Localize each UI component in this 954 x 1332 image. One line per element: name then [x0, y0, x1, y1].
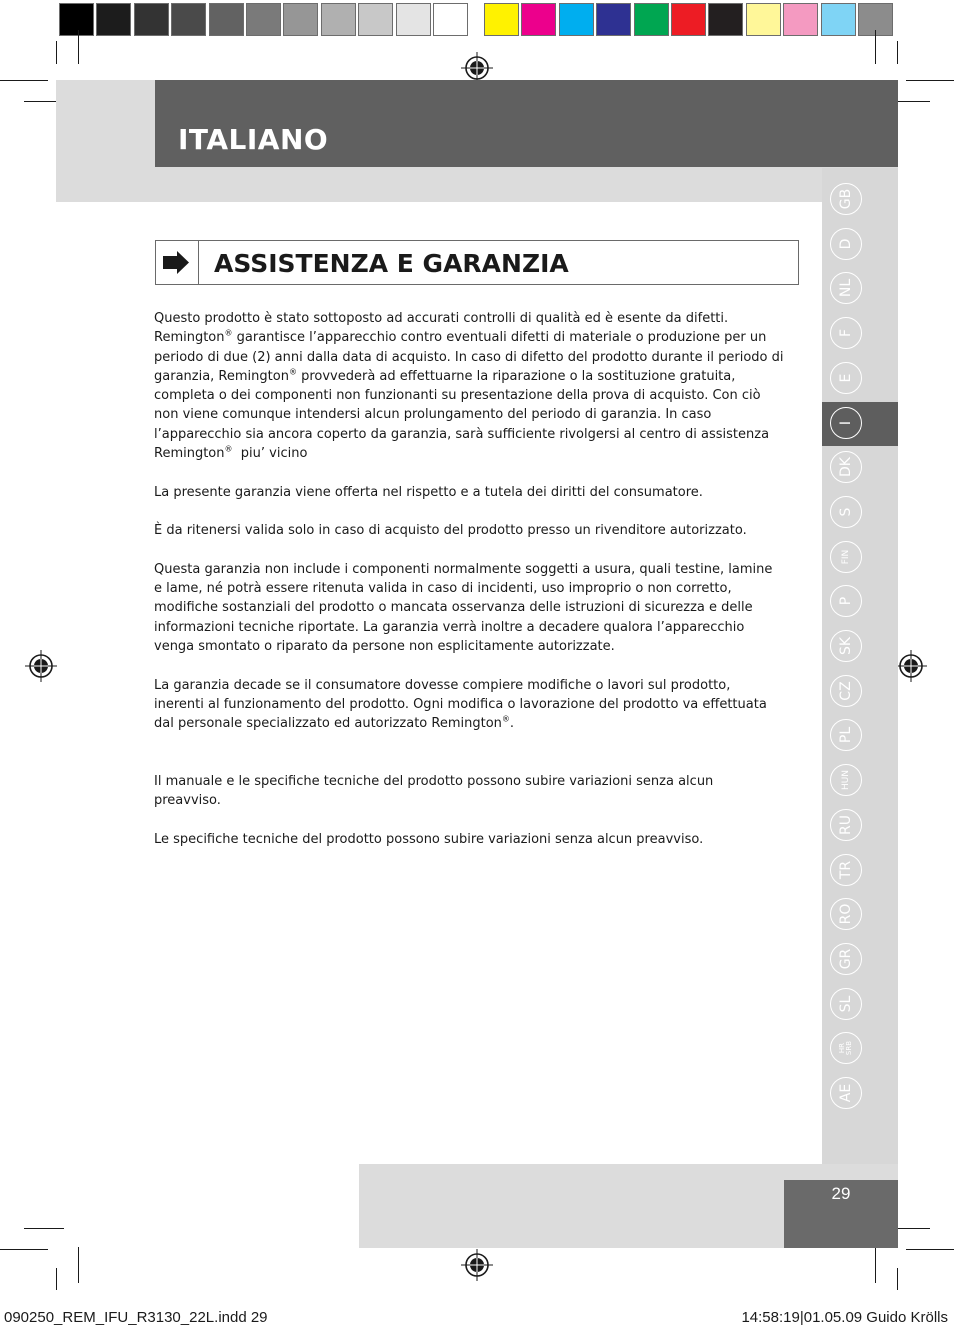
gray-swatch	[246, 3, 281, 36]
color-swatch	[821, 3, 856, 36]
language-tab-s[interactable]: S	[830, 496, 862, 528]
language-tab-p[interactable]: P	[830, 585, 862, 617]
language-tab-hr-srb[interactable]: HR SRB	[830, 1032, 862, 1064]
color-swatch	[484, 3, 519, 36]
language-tab-fin[interactable]: FIN	[830, 541, 862, 573]
language-tab-dk[interactable]: DK	[830, 451, 862, 483]
language-tab-gb[interactable]: GB	[830, 183, 862, 215]
color-swatch	[521, 3, 556, 36]
language-tab-i[interactable]: I	[830, 407, 862, 439]
gray-swatch	[209, 3, 244, 36]
color-swatch	[746, 3, 781, 36]
paragraph-authorized-dealer: È da ritenersi valida solo in caso di acquisto del prodotto presso un rivenditore autorizzato.	[154, 523, 747, 539]
color-swatch	[559, 3, 594, 36]
registration-mark-icon	[24, 649, 58, 683]
page-number: 29	[831, 1184, 851, 1203]
color-swatch	[634, 3, 669, 36]
slug-file-info: 090250_REM_IFU_R3130_22L.indd 29	[4, 1309, 268, 1326]
language-tab-e[interactable]: E	[830, 362, 862, 394]
paragraph-manual-changes: Il manuale e le specifiche tecniche del prodotto possono subire variazioni senza alcun preavviso.	[154, 774, 714, 809]
heading-icon-cell	[155, 240, 199, 285]
color-calibration-bar	[56, 0, 898, 38]
slug-timestamp: 14:58:19|01.05.09 Guido Krölls	[741, 1309, 948, 1326]
language-tab-nl[interactable]: NL	[830, 272, 862, 304]
gray-swatch	[358, 3, 393, 36]
paragraph-exclusions: Questa garanzia non include i componenti normalmente soggetti a usura, quali testine, lamine e lame, né potrà essere ritenuta valida in caso di incidenti, uso improprio o non corretto, modifiche sostanziali del prodotto o mancata osservanza delle istruzioni di sicurezza e delle informazioni tecniche riportate. La garanzia verrà inoltre a decadere qualora l’apparecchio venga smontato o riparato da persone non esplicitamente autorizzate.	[154, 561, 773, 655]
gray-swatch	[171, 3, 206, 36]
gray-swatch	[59, 3, 94, 36]
language-tab-tr[interactable]: TR	[830, 854, 862, 886]
language-tab-ru[interactable]: RU	[830, 809, 862, 841]
color-swatch	[783, 3, 818, 36]
language-tab-f[interactable]: F	[830, 317, 862, 349]
gray-swatch	[134, 3, 169, 36]
gray-swatch	[396, 3, 431, 36]
registration-mark-icon	[460, 1248, 494, 1282]
language-tab-gr[interactable]: GR	[830, 943, 862, 975]
gray-swatch	[283, 3, 318, 36]
color-swatch	[708, 3, 743, 36]
paragraph-warranty-terms: Questo prodotto è stato sottoposto ad accurati controlli di qualità ed è esente da difetti. Remington® garantisce l’apparecchio contro eventuali difetti di materiale o produzione per un periodo di due (2) anni dalla data di acquisto. In caso di difetto del prodotto durante il periodo di garanzia, Remington® provvederà ad effettuarne la riparazione o la sostituzione gratuita, completa o dei componenti non funzionanti su presentazione della prova di acquisto. Con ciò non viene comunque intendersi alcun prolungamento del periodo di garanzia. In caso l’apparecchio sia ancora coperto da garanzia, sarà sufficiente rivolgersi al centro di assistenza Remington® piu’ vicino	[154, 311, 784, 462]
registration-mark-icon	[894, 649, 928, 683]
language-tab-cz[interactable]: CZ	[830, 675, 862, 707]
color-swatch	[596, 3, 631, 36]
language-title: ITALIANO	[178, 123, 329, 156]
section-heading: ASSISTENZA E GARANZIA	[214, 249, 569, 278]
language-tab-pl[interactable]: PL	[830, 719, 862, 751]
gray-swatch	[96, 3, 131, 36]
language-tab-d[interactable]: D	[830, 228, 862, 260]
warranty-text	[154, 309, 784, 849]
language-tab-sl[interactable]: SL	[830, 988, 862, 1020]
gray-swatch	[321, 3, 356, 36]
language-tab-sk[interactable]: SK	[830, 630, 862, 662]
language-tab-ro[interactable]: RO	[830, 898, 862, 930]
language-tab-ae[interactable]: AE	[830, 1077, 862, 1109]
language-tab-hun[interactable]: HUN	[830, 764, 862, 796]
color-swatch	[671, 3, 706, 36]
arrow-right-icon	[155, 240, 199, 285]
paragraph-modifications: La garanzia decade se il consumatore dovesse compiere modifiche o lavori sul prodotto, inerenti al funzionamento del prodotto. Ogni modifica o lavorazione del prodotto va effettuata dal personale specializzato ed autorizzato Remington®.	[154, 677, 767, 732]
paragraph-spec-changes: Le specifiche tecniche del prodotto possono subire variazioni senza alcun preavviso.	[154, 832, 704, 848]
paragraph-consumer-rights: La presente garanzia viene offerta nel rispetto e a tutela dei diritti del consumatore.	[154, 484, 703, 500]
gray-swatch	[433, 3, 468, 36]
